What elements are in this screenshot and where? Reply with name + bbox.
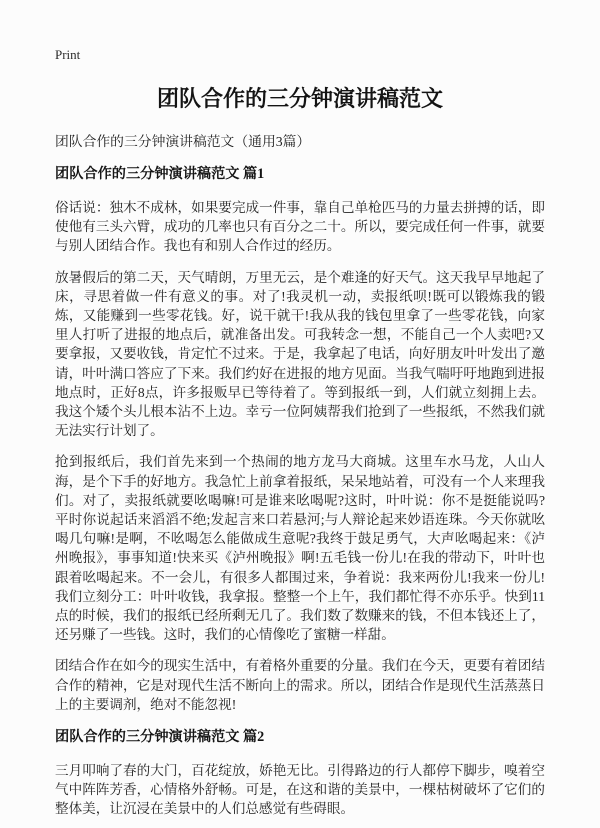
print-link[interactable]: Print	[55, 47, 81, 62]
paragraph: 三月叩响了春的大门，百花绽放，娇艳无比。引得路边的行人都停下脚步，嗅着空气中阵阵芳香，心情格外舒畅。可是，在这和谐的美景中，一棵枯树破坏了它们的整体美，让沉浸在美景中的人们总感觉有些碍眼。	[55, 763, 545, 817]
paragraph: 俗话说：独木不成林，如果要完成一件事，靠自己单枪匹马的力量去拼搏的话，即使他有三头六臂，成功的几率也只有百分之二十。所以，要完成任何一件事，就要与别人团结合作。我也有和别人合作过的经历。	[55, 200, 545, 254]
section-1-heading: 团队合作的三分钟演讲稿范文 篇1	[55, 166, 265, 182]
paragraph: 放暑假后的第二天，天气晴朗，万里无云，是个难逢的好天气。这天我早早地起了床，寻思着做一件有意义的事。对了!我灵机一动，卖报纸呗!既可以锻炼我的锻炼，又能赚到一些零花钱。好，说干就干!我从我的钱包里拿了一些零花钱，向家里人打听了进报的地点后，就准备出发。可我转念一想，不能自己一个人卖吧?又要拿报，又要收钱，肯定忙不过来。于是，我拿起了电话，向好朋友叶叶发出了邀请，叶叶满口答应了下来。我们约好在进报的地方见面。当我气喘吁吁地跑到进报地点时，正好8点，许多报贩早已等待着了。等到报纸一到，人们就立刻拥上去。我这个矮个头儿根本沾不上边。幸亏一位阿姨帮我们抢到了一些报纸，不然我们就无法实行计划了。	[55, 269, 545, 439]
section-2-heading: 团队合作的三分钟演讲稿范文 篇2	[55, 729, 265, 746]
section-2	[55, 726, 545, 819]
page-title: 团队合作的三分钟演讲稿范文	[156, 86, 443, 111]
paragraph: 团结合作在如今的现实生活中，有着格外重要的分量。我们在今天，更要有着团结合作的精神，它是对现代生活不断向上的需求。所以，团结合作是现代生活蒸蒸日上的主要调剂，绝对不能忽视!	[55, 658, 545, 712]
page-subtitle: 团队合作的三分钟演讲稿范文（通用3篇）	[55, 134, 311, 149]
section-1	[55, 163, 545, 714]
paragraph: 抢到报纸后，我们首先来到一个热闹的地方龙马大商城。这里车水马龙，人山人海，是个下手的好地方。我急忙上前拿着报纸，呆呆地站着，可没有一个人来理我们。对了，卖报纸就要吆喝嘛!可是谁来吆喝呢?这时，叶叶说：你不是挺能说吗?平时你说起话来滔滔不绝;发起言来口若悬河;与人辩论起来妙语连珠。今天你就吆喝几句嘛!是啊，不吆喝怎么能做成生意呢?我终于鼓足勇气，大声吆喝起来：《泸州晚报》，事事知道!快来买《泸州晚报》啊!五毛钱一份儿!在我的带动下，叶叶也跟着吆喝起来。不一会儿，有很多人都围过来，争着说：我来两份儿!我来一份儿!我们立刻分工：叶叶收钱，我拿报。整整一个上午，我们都忙得不亦乐乎。快到11点的时候，我们的报纸已经所剩无几了。我们数了数赚来的钱，不但本钱还上了，还另赚了一些钱。这时，我们的心情像吃了蜜糖一样甜。	[55, 454, 545, 643]
